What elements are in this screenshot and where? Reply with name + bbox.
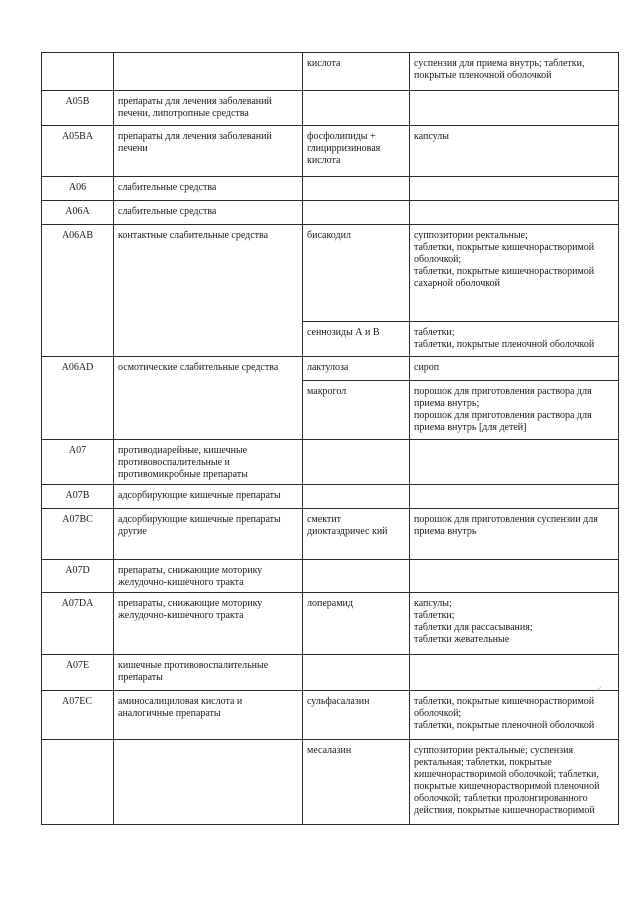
atc-code-cell: A07BC xyxy=(42,509,114,560)
dosage-form-cell: порошок для приготовления раствора для приема внутрь; порошок для приготовления раствора для приема внутрь [для детей] xyxy=(410,381,619,440)
group-name-cell: препараты, снижающие моторику желудочно-кишечного тракта xyxy=(114,593,303,655)
dosage-form-cell xyxy=(410,177,619,201)
drug-name-cell: сеннозиды А и В xyxy=(303,322,410,357)
group-name-cell: препараты для лечения заболеваний печени, липотропные средства xyxy=(114,91,303,126)
dosage-form-cell xyxy=(410,201,619,225)
atc-code-cell xyxy=(42,740,114,825)
atc-code-cell: A06A xyxy=(42,201,114,225)
table-body xyxy=(42,53,619,825)
dosage-form-cell: таблетки; таблетки, покрытые пленочной оболочкой xyxy=(410,322,619,357)
table-row xyxy=(42,440,619,485)
group-name-cell: осмотические слабительные средства xyxy=(114,357,303,440)
dosage-form-cell xyxy=(410,560,619,593)
group-name-cell: противодиарейные, кишечные противовоспалительные и противомикробные препараты xyxy=(114,440,303,485)
table-row xyxy=(42,509,619,560)
atc-code-cell: A05BA xyxy=(42,126,114,177)
group-name-cell: аминосалициловая кислота и аналогичные препараты xyxy=(114,691,303,740)
group-name-cell: слабительные средства xyxy=(114,201,303,225)
group-name-cell: препараты для лечения заболеваний печени xyxy=(114,126,303,177)
atc-code-cell: A05B xyxy=(42,91,114,126)
table-row xyxy=(42,177,619,201)
drug-name-cell: лактулоза xyxy=(303,357,410,381)
table-row xyxy=(42,53,619,91)
drug-name-cell xyxy=(303,440,410,485)
group-name-cell: контактные слабительные средства xyxy=(114,225,303,357)
group-name-cell: слабительные средства xyxy=(114,177,303,201)
dosage-form-cell: капсулы; таблетки; таблетки для рассасывания; таблетки жевательные xyxy=(410,593,619,655)
dosage-form-cell xyxy=(410,440,619,485)
dosage-form-cell: сироп xyxy=(410,357,619,381)
atc-code-cell: A07E xyxy=(42,655,114,691)
atc-code-cell: A07 xyxy=(42,440,114,485)
drug-name-cell: фосфолипиды + глицирризиновая кислота xyxy=(303,126,410,177)
table-row xyxy=(42,357,619,381)
table-row xyxy=(42,126,619,177)
table-row xyxy=(42,91,619,126)
table-row xyxy=(42,201,619,225)
dosage-form-cell xyxy=(410,485,619,509)
dosage-form-cell: капсулы xyxy=(410,126,619,177)
drug-name-cell xyxy=(303,485,410,509)
table-row xyxy=(42,560,619,593)
drug-name-cell xyxy=(303,201,410,225)
group-name-cell: препараты, снижающие моторику желудочно-кишечного тракта xyxy=(114,560,303,593)
group-name-cell xyxy=(114,53,303,91)
table-row xyxy=(42,691,619,740)
group-name-cell xyxy=(114,740,303,825)
dosage-form-cell: суппозитории ректальные; таблетки, покрытые кишечнорастворимой оболочкой; таблетки, покрытые кишечнорастворимой сахарной оболочкой xyxy=(410,225,619,322)
drug-name-cell: сульфасалазин xyxy=(303,691,410,740)
table-row xyxy=(42,593,619,655)
atc-code-cell: A06 xyxy=(42,177,114,201)
atc-code-cell: A06AB xyxy=(42,225,114,357)
group-name-cell: адсорбирующие кишечные препараты xyxy=(114,485,303,509)
drug-name-cell: месалазин xyxy=(303,740,410,825)
drug-name-cell xyxy=(303,91,410,126)
atc-code-cell: A07EC xyxy=(42,691,114,740)
drug-name-cell: бисакодил xyxy=(303,225,410,322)
dosage-form-cell xyxy=(410,655,619,691)
atc-code-cell: A07DA xyxy=(42,593,114,655)
drug-name-cell xyxy=(303,177,410,201)
drug-classification-table xyxy=(41,52,619,825)
drug-name-cell: смектит диоктаэдричес кий xyxy=(303,509,410,560)
dosage-form-cell: суспензия для приема внутрь; таблетки, покрытые пленочной оболочкой xyxy=(410,53,619,91)
atc-code-cell: A07B xyxy=(42,485,114,509)
table-row xyxy=(42,655,619,691)
atc-code-cell: A07D xyxy=(42,560,114,593)
drug-name-cell: лоперамид xyxy=(303,593,410,655)
table-row xyxy=(42,225,619,322)
table-row xyxy=(42,740,619,825)
drug-name-cell xyxy=(303,560,410,593)
drug-name-cell: кислота xyxy=(303,53,410,91)
atc-code-cell xyxy=(42,53,114,91)
dosage-form-cell: суппозитории ректальные; суспензия ректальная; таблетки, покрытые кишечнорастворимой оболочкой; таблетки, покрытые кишечнорастворимой пленочной оболочкой; таблетки пролонгированного действия, покрытые кишечнорастворимой xyxy=(410,740,619,825)
group-name-cell: адсорбирующие кишечные препараты другие xyxy=(114,509,303,560)
group-name-cell: кишечные противовоспалительные препараты xyxy=(114,655,303,691)
dosage-form-cell: таблетки, покрытые кишечнорастворимой оболочкой; таблетки, покрытые пленочной оболочкой xyxy=(410,691,619,740)
dosage-form-cell: порошок для приготовления суспензии для приема внутрь xyxy=(410,509,619,560)
atc-code-cell: A06AD xyxy=(42,357,114,440)
dosage-form-cell xyxy=(410,91,619,126)
table-row xyxy=(42,485,619,509)
drug-name-cell: макрогол xyxy=(303,381,410,440)
drug-name-cell xyxy=(303,655,410,691)
